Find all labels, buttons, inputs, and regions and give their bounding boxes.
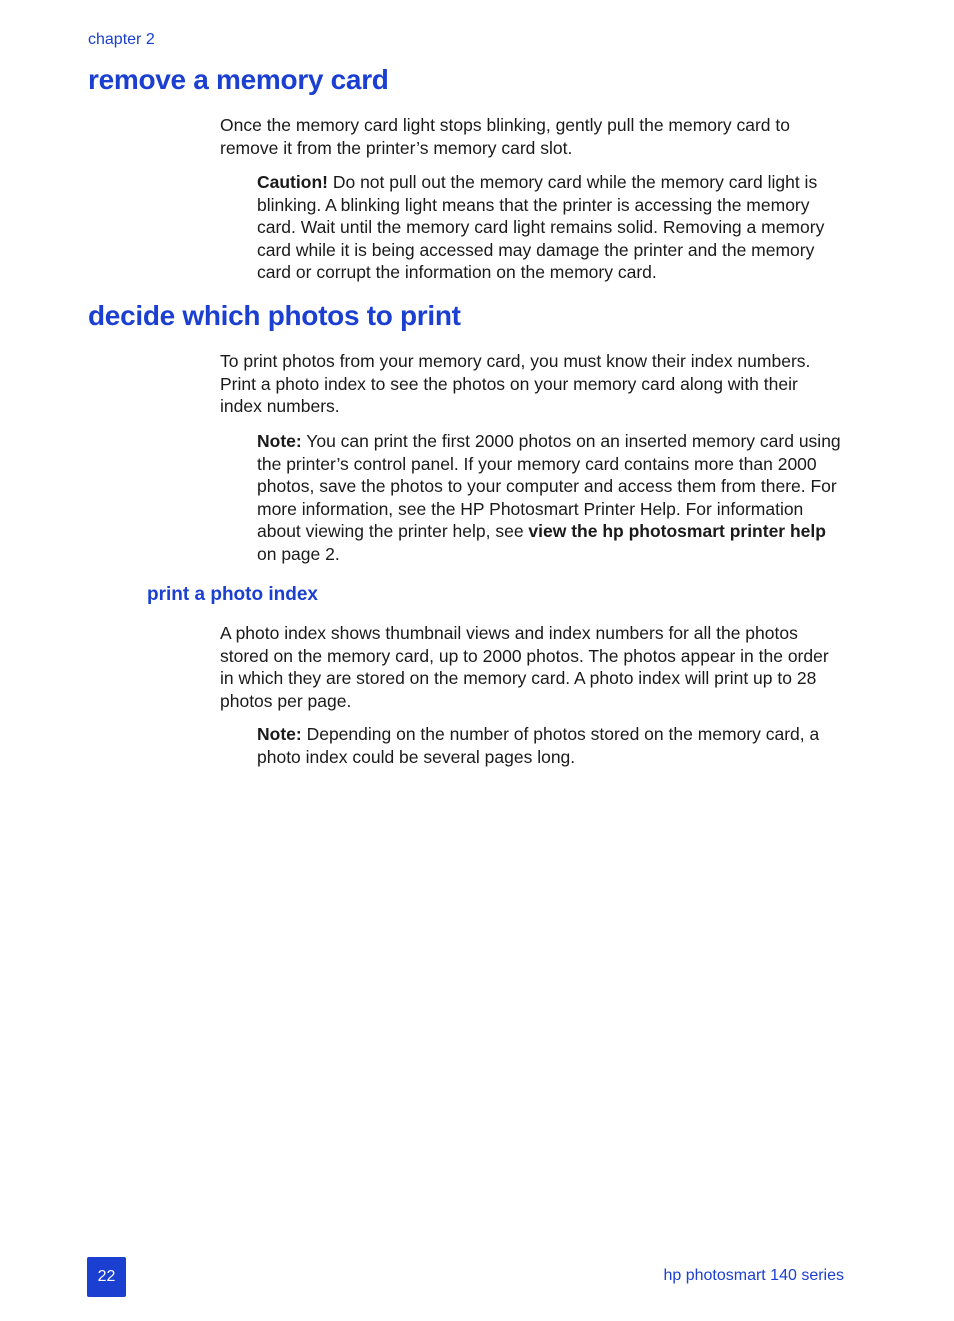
footer-product-name: hp photosmart 140 series: [663, 1267, 844, 1284]
note-paragraph-2000: [257, 430, 845, 565]
note-tail: on page 2.: [257, 543, 340, 564]
note-text: Depending on the number of photos stored on the memory card, a photo index could be several pages long.: [257, 724, 820, 767]
note-label: Note:: [257, 431, 302, 451]
page-number-badge: 22: [87, 1257, 126, 1297]
printer-help-reference: view the hp photosmart printer help: [528, 521, 826, 541]
note-paragraph-index: [257, 723, 845, 768]
caution-paragraph: [257, 171, 845, 284]
note-text: You can print the first 2000 photos on an inserted memory card using the printer’s control panel. If your memory card contains more than 2000 photos, save the photos to your computer and access them from there. For more information, see the HP Photosmart Printer Help. For information about viewing the printer help, see: [257, 431, 841, 541]
remove-card-paragraph: Once the memory card light stops blinking, gently pull the memory card to remove it from the printer’s memory card slot.: [220, 115, 790, 158]
chapter-label: chapter 2: [88, 31, 155, 48]
note-label: Note:: [257, 724, 302, 744]
caution-label: Caution!: [257, 172, 328, 192]
heading-print-photo-index: print a photo index: [147, 584, 318, 605]
photo-index-paragraph: A photo index shows thumbnail views and index numbers for all the photos stored on the memory card, up to 2000 photos. The photos appear in the order in which they are stored on the memory card. A photo index will print up to 28 photos per page.: [220, 623, 829, 711]
heading-remove-memory-card: remove a memory card: [88, 64, 389, 95]
decide-photos-paragraph: To print photos from your memory card, you must know their index numbers. Print a photo index to see the photos on your memory card along with their index numbers.: [220, 351, 811, 416]
heading-decide-photos: decide which photos to print: [88, 300, 461, 331]
caution-text: Do not pull out the memory card while the memory card light is blinking. A blinking light means that the printer is accessing the memory card. Wait until the memory card light remains solid. Removing a memory card while it is being accessed may damage the printer and the memory card or corrupt the information on the memory card.: [257, 172, 825, 282]
